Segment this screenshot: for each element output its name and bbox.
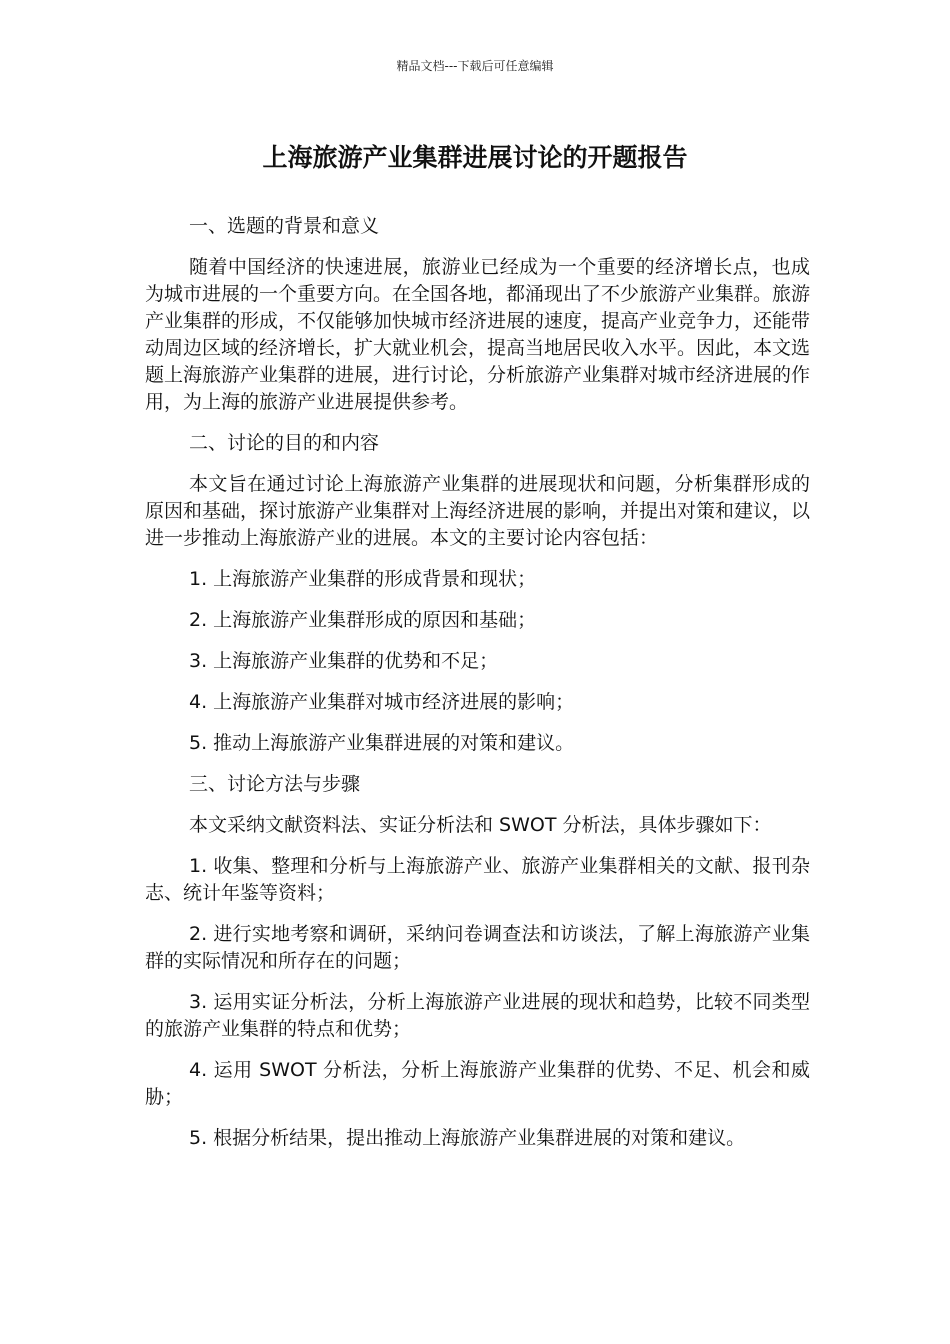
list-item-content-2: 2. 上海旅游产业集群形成的原因和基础； xyxy=(189,609,537,631)
paragraph-purpose: 本文旨在通过讨论上海旅游产业集群的进展现状和问题，分析集群形成的原因和基础，探讨旅游产业集群对上海经济进展的影响，并提出对策和建议，以进一步推动上海旅游产业的进展。本文的主要讨论内容包括： xyxy=(145,473,811,549)
list-item-step-2: 2. 进行实地考察和调研，采纳问卷调查法和访谈法，了解上海旅游产业集群的实际情况和所存在的问题； xyxy=(145,923,810,972)
list-item-step-4: 4. 运用 SWOT 分析法，分析上海旅游产业集群的优势、不足、机会和威胁； xyxy=(145,1059,810,1108)
page-header: 精品文档---下载后可任意编辑 xyxy=(396,59,554,73)
section-heading-background: 一、选题的背景和意义 xyxy=(189,215,380,237)
section-heading-methods: 三、讨论方法与步骤 xyxy=(189,773,361,795)
list-item-step-5: 5. 根据分析结果，提出推动上海旅游产业集群进展的对策和建议。 xyxy=(189,1127,746,1149)
section-heading-purpose: 二、讨论的目的和内容 xyxy=(189,432,380,454)
paragraph-methods: 本文采纳文献资料法、实证分析法和 SWOT 分析法，具体步骤如下： xyxy=(189,814,772,836)
list-item-content-3: 3. 上海旅游产业集群的优势和不足； xyxy=(189,650,499,672)
list-item-content-5: 5. 推动上海旅游产业集群进展的对策和建议。 xyxy=(189,732,575,754)
list-item-content-1: 1. 上海旅游产业集群的形成背景和现状； xyxy=(189,568,537,590)
list-item-step-3: 3. 运用实证分析法，分析上海旅游产业进展的现状和趋势，比较不同类型的旅游产业集群的特点和优势； xyxy=(145,991,810,1040)
document-title: 上海旅游产业集群进展讨论的开题报告 xyxy=(262,143,688,172)
list-item-step-1: 1. 收集、整理和分析与上海旅游产业、旅游产业集群相关的文献、报刊杂志、统计年鉴等资料； xyxy=(145,855,810,904)
document-body xyxy=(145,213,810,1166)
list-item-content-4: 4. 上海旅游产业集群对城市经济进展的影响； xyxy=(189,691,575,713)
paragraph-background: 随着中国经济的快速进展，旅游业已经成为一个重要的经济增长点，也成为城市进展的一个重要方向。在全国各地，都涌现出了不少旅游产业集群。旅游产业集群的形成，不仅能够加快城市经济进展的速度，提高产业竞争力，还能带动周边区域的经济增长，扩大就业机会，提高当地居民收入水平。因此，本文选题上海旅游产业集群的进展，进行讨论，分析旅游产业集群对城市经济进展的作用，为上海的旅游产业进展提供参考。 xyxy=(145,256,811,413)
